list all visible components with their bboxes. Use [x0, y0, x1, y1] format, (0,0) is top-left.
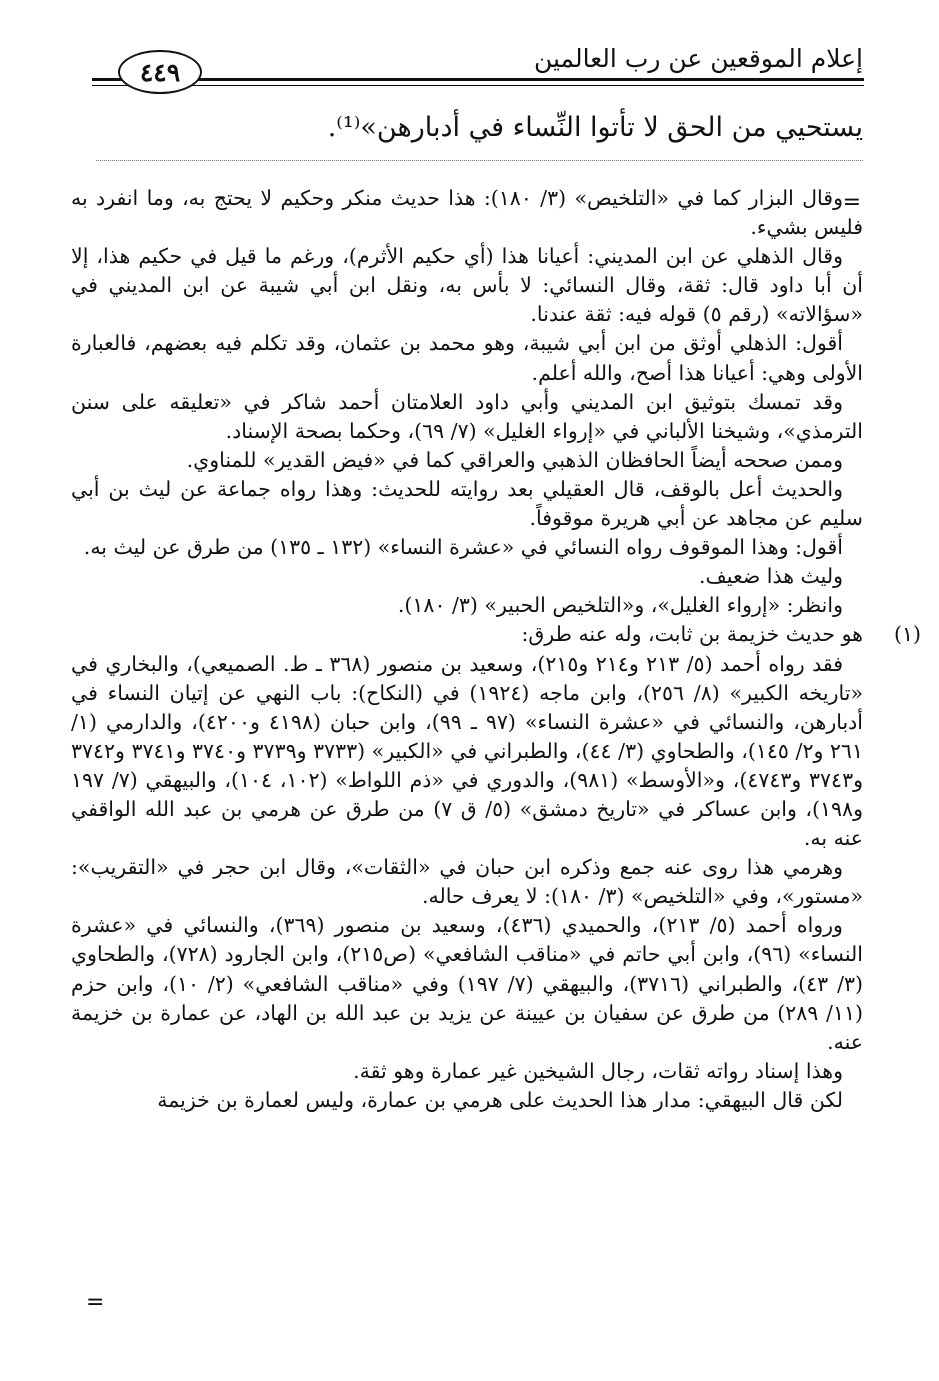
running-header-title: إعلام الموقعين عن رب العالمين	[533, 44, 863, 73]
continuation-marker-top: =	[842, 190, 861, 215]
footnote-paragraph: وقال الذهلي عن ابن المديني: أعيانا هذا (أي حكيم الأثرم)، ورغم ما قيل في حكيم هذا، إلا أن أبا داود قال: ثقة، وقال النسائي: لا بأس به، ونقل ابن أبي شيبة عن ابن المديني في «سؤالاته» (رقم ٥) قوله فيه: ثقة عندنا.	[71, 244, 863, 327]
header-rule-thin	[92, 85, 864, 86]
footnote-paragraph: وقال البزار كما في «التلخيص» (٣/ ١٨٠): هذا حديث منكر وحكيم لا يحتج به، وما انفرد به فليس بشيء.	[71, 186, 863, 240]
footnote-number: (١)	[893, 622, 921, 647]
footnote-paragraph: فقد رواه أحمد (٥/ ٢١٣ و٢١٤ و٢١٥)، وسعيد بن منصور (٣٦٨ ـ ط. الصميعي)، والبخاري في «تاريخه الكبير» (٨/ ٢٥٦)، وابن ماجه (١٩٢٤) في (النكاح): باب النهي عن إتيان النساء في أدبارهن، والنسائي في «عشرة النساء» (٩٧ ـ ٩٩)، وابن حبان (٤١٩٨ و٤٢٠٠)، والدارمي (١/ ٢٦١ و٢/ ١٤٥)، والطحاوي (٣/ ٤٤)، والطبراني في «الكبير» (٣٧٣٣ و٣٧٣٩ و٣٧٤٠ و٣٧٤١ و٣٧٤٢ و٣٧٤٣ و٤٧٤٣)، و«الأوسط» (٩٨١)، والدوري في «ذم اللواط» (١٠٢، ١٠٤)، والبيهقي (٧/ ١٩٧ و١٩٨)، وابن عساكر في «تاريخ دمشق» (٥/ ق ٧) من طرق عن هرمي بن عبد الله الواقفي عنه به.	[71, 651, 864, 851]
footnote-paragraph: أقول: وهذا الموقوف رواه النسائي في «عشرة النساء» (١٣٢ ـ ١٣٥) من طرق عن ليث به.	[83, 535, 843, 560]
footnote-paragraph: وهذا إسناد رواته ثقات، رجال الشيخين غير عمارة وهو ثقة.	[353, 1058, 843, 1083]
footnote-paragraph: وليث هذا ضعيف.	[699, 564, 843, 589]
footnote-paragraph: وهرمي هذا روى عنه جمع وذكره ابن حبان في «الثقات»، وقال ابن حجر في «التقريب»: «مستور»، وفي «التلخيص» (٣/ ١٨٠): لا يعرف حاله.	[71, 855, 863, 909]
page-number-badge: ٤٤٩	[118, 50, 202, 94]
footnote-1-lead	[71, 620, 921, 649]
footnote-paragraph: وانظر: «إرواء الغليل»، و«التلخيص الحبير» (٣/ ١٨٠).	[397, 593, 843, 618]
footnote-paragraph: والحديث أعل بالوقف، قال العقيلي بعد روايته للحديث: وهذا رواه جماعة عن ليث بن أبي سليم عن مجاهد عن أبي هريرة موقوفاً.	[71, 476, 863, 531]
main-text: يستحيي من الحق لا تأتوا النِّساء في أدبارهن»⁽¹⁾.	[327, 112, 863, 143]
footnote-paragraph-last: لكن قال البيهقي: مدار هذا الحديث على هرمي بن عمارة، وليس لعمارة بن خزيمة	[157, 1087, 843, 1112]
footnote-1-lead-text: هو حديث خزيمة بن ثابت، وله عنه طرق:	[521, 622, 863, 647]
footnotes	[71, 184, 921, 1115]
footnote-separator	[96, 160, 863, 161]
header-rule	[92, 78, 864, 81]
footnote-paragraph: وممن صححه أيضاً الحافظان الذهبي والعراقي كما في «فيض القدير» للمناوي.	[186, 447, 843, 472]
footnote-paragraph: ورواه أحمد (٥/ ٢١٣)، والحميدي (٤٣٦)، وسعيد بن منصور (٣٦٩)، والنسائي في «عشرة النساء» (٩٦)، وابن أبي حاتم في «مناقب الشافعي» (ص٢١٥)، وابن الجارود (٧٢٨)، والطحاوي (٣/ ٤٣)، والطبراني (٣٧١٦)، والبيهقي (٧/ ١٩٧) وفي «مناقب الشافعي» (٢/ ١٠)، وابن حزم (١١/ ٢٨٩) من طرق عن سفيان بن عيينة عن يزيد بن عبد الله بن الهاد، عن عمارة بن خزيمة عنه.	[71, 913, 864, 1054]
footnote-paragraph: أقول: الذهلي أوثق من ابن أبي شيبة، وهو محمد بن عثمان، وقد تكلم فيه بعضهم، فالعبارة الأولى وهي: أعيانا هذا أصح، والله أعلم.	[71, 331, 863, 385]
continuation-marker-bottom: =	[86, 1290, 105, 1315]
footnote-paragraph: وقد تمسك بتوثيق ابن المديني وأبي داود العلامتان أحمد شاكر في «تعليقه على سنن الترمذي»، وشيخنا الألباني في «إرواء الغليل» (٧/ ٦٩)، وحكما بصحة الإسناد.	[71, 389, 863, 443]
